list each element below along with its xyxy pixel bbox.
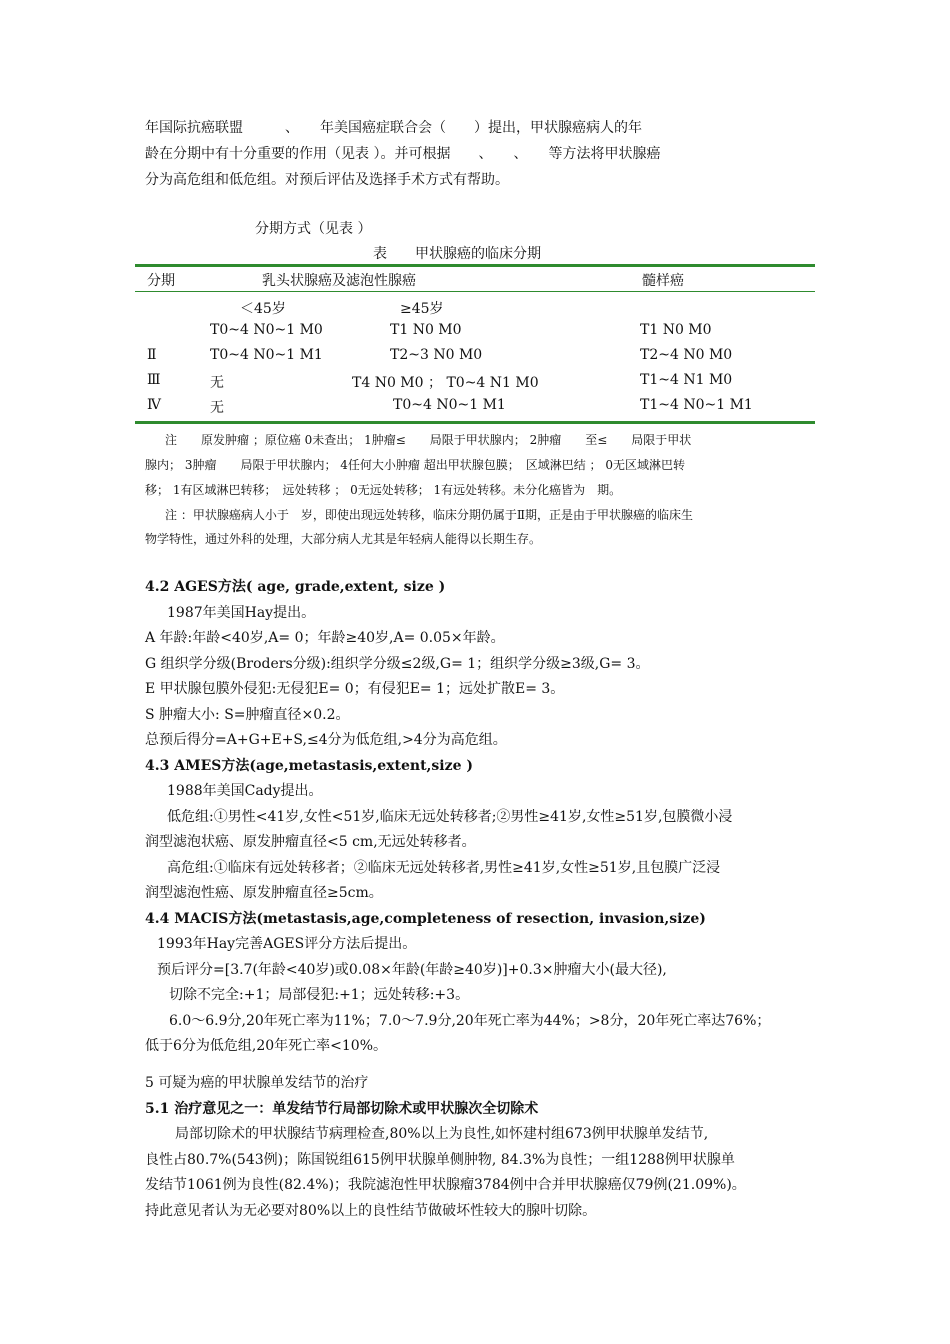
text-line: 4.3 AMES方法(age,metastasis,extent,size )	[145, 757, 473, 774]
text-line: 4.2 AGES方法( age, grade,extent, size )	[145, 579, 446, 595]
col-header-medullary: 髓样癌	[642, 273, 684, 289]
row-stage: Ⅳ	[147, 397, 161, 413]
text-line: 5 可疑为癌的甲状腺单发结节的治疗	[145, 1075, 369, 1091]
table-header-rule	[135, 291, 815, 292]
table-top-rule	[135, 264, 815, 267]
text-line: A 年龄:年龄<40岁,A= 0；年龄≥40岁,A= 0.05×年龄。	[145, 630, 505, 646]
text-line: 6.0～6.9分,20年死亡率为11%；7.0～7.9分,20年死亡率为44%；>8分，20年死亡率达76%；	[169, 1012, 771, 1029]
text-line: 4.4 MACIS方法(metastasis,age,completeness of resection, invasion,size)	[145, 910, 706, 927]
intro-line-1: 年国际抗癌联盟 、 年美国癌症联合会（ ）提出，甲状腺癌病人的年	[145, 120, 642, 136]
row-stage: Ⅱ	[147, 347, 157, 363]
text-line: E 甲状腺包膜外侵犯:无侵犯E= 0；有侵犯E= 1；远处扩散E= 3。	[145, 681, 565, 697]
row-stage: Ⅲ	[147, 372, 161, 388]
text-line: 1993年Hay完善AGES评分方法后提出。	[157, 936, 417, 952]
staging-caption: 分期方式（见表 ）	[255, 221, 372, 237]
text-line: 局部切除术的甲状腺结节病理检查,80%以上为良性,如怀建村组673例甲状腺单发结节,	[175, 1126, 709, 1142]
text-line: 总预后得分=A+G+E+S,≤4分为低危组,>4分为高危组。	[145, 732, 507, 748]
table-title: 表 甲状腺癌的临床分期	[373, 246, 541, 262]
row-cell-under45: T0~4 N0~1 M0	[210, 322, 323, 338]
text-line: G 组织学分级(Broders分级):组织学分级≤2级,G= 1；组织学分级≥3级,G= 3。	[145, 655, 650, 672]
text-line: 预后评分=[3.7(年龄<40岁)或0.08×年龄(年龄≥40岁)]+0.3×肿瘤大小(最大径),	[157, 961, 667, 978]
row-cell-medullary: T1 N0 M0	[640, 322, 712, 338]
note-line-1: 注 原发肿瘤 ；原位癌 0未查出； 1肿瘤≤ 局限于甲状腺内； 2肿瘤 至≤ 局限于甲状	[165, 433, 692, 447]
text-line: 润型滤泡状癌、原发肿瘤直径<5 cm,无远处转移者。	[145, 834, 476, 850]
col-header-stage: 分期	[147, 273, 175, 289]
row-cell-under45: 无	[210, 400, 224, 416]
row-cell-over45: T1 N0 M0	[390, 322, 462, 338]
text-line: 1988年美国Cady提出。	[167, 783, 323, 799]
note-line-5: 物学特性，通过外科的处理，大部分病人尤其是年轻病人能得以长期生存。	[145, 532, 542, 546]
row-cell-medullary: T1~4 N1 M0	[640, 372, 733, 388]
note-line-4: 注 ：甲状腺癌病人小于 岁，即使出现远处转移，临床分期仍属于Ⅱ期，正是由于甲状腺癌的临床生	[165, 508, 693, 522]
col-header-papillary: 乳头状腺癌及滤泡性腺癌	[262, 273, 416, 289]
row-cell-medullary: T1~4 N0~1 M1	[640, 397, 753, 413]
text-line: 低于6分为低危组,20年死亡率<10%。	[145, 1038, 388, 1054]
text-line: 持此意见者认为无必要对80%以上的良性结节做破坏性较大的腺叶切除。	[145, 1202, 597, 1219]
note-line-3: 移； 1有区域淋巴转移； 远处转移 ； 0无远处转移； 1有远处转移。未分化癌皆为 期。	[145, 483, 622, 497]
row-cell-over45: T4 N0 M0 ； T0~4 N1 M0	[352, 375, 539, 391]
text-line: 润型滤泡性癌、原发肿瘤直径≥5cm。	[145, 885, 383, 901]
text-line: 5.1 治疗意见之一：单发结节行局部切除术或甲状腺次全切除术	[145, 1100, 539, 1117]
row-cell-over45: T0~4 N0~1 M1	[393, 397, 506, 413]
text-line: 高危组:①临床有远处转移者；②临床无远处转移者,男性≥41岁,女性≥51岁,且包膜广泛浸	[167, 859, 721, 876]
text-line: S 肿瘤大小: S=肿瘤直径×0.2。	[145, 706, 350, 723]
text-line: 切除不完全:+1；局部侵犯:+1；远处转移:+3。	[169, 987, 470, 1003]
text-line: 低危组:①男性<41岁,女性<51岁,临床无远处转移者;②男性≥41岁,女性≥51岁,包膜微小浸	[167, 808, 733, 825]
age-under-45: ＜45岁	[240, 301, 286, 317]
row-cell-over45: T2~3 N0 M0	[390, 347, 483, 363]
row-cell-medullary: T2~4 N0 M0	[640, 347, 733, 363]
text-line: 发结节1061例为良性(82.4%)；我院滤泡性甲状腺瘤3784例中合并甲状腺癌仅79例(21.09%)。	[145, 1177, 746, 1193]
intro-line-3: 分为高危组和低危组。对预后评估及选择手术方式有帮助。	[145, 172, 509, 188]
row-cell-under45: T0~4 N0~1 M1	[210, 347, 323, 363]
text-line: 1987年美国Hay提出。	[167, 604, 316, 621]
note-line-2: 腺内； 3肿瘤 局限于甲状腺内； 4任何大小肿瘤 超出甲状腺包膜； 区域淋巴结 ； 0无区域淋巴转	[145, 458, 685, 472]
row-cell-under45: 无	[210, 375, 224, 391]
age-over-45: ≥45岁	[400, 301, 444, 317]
text-line: 良性占80.7%(543例)；陈国锐组615例甲状腺单侧肿物, 84.3%为良性；一组1288例甲状腺单	[145, 1151, 735, 1168]
table-bottom-rule	[135, 421, 815, 424]
intro-line-2: 龄在分期中有十分重要的作用（见表 ）。并可根据 、 、 等方法将甲状腺癌	[145, 146, 661, 162]
